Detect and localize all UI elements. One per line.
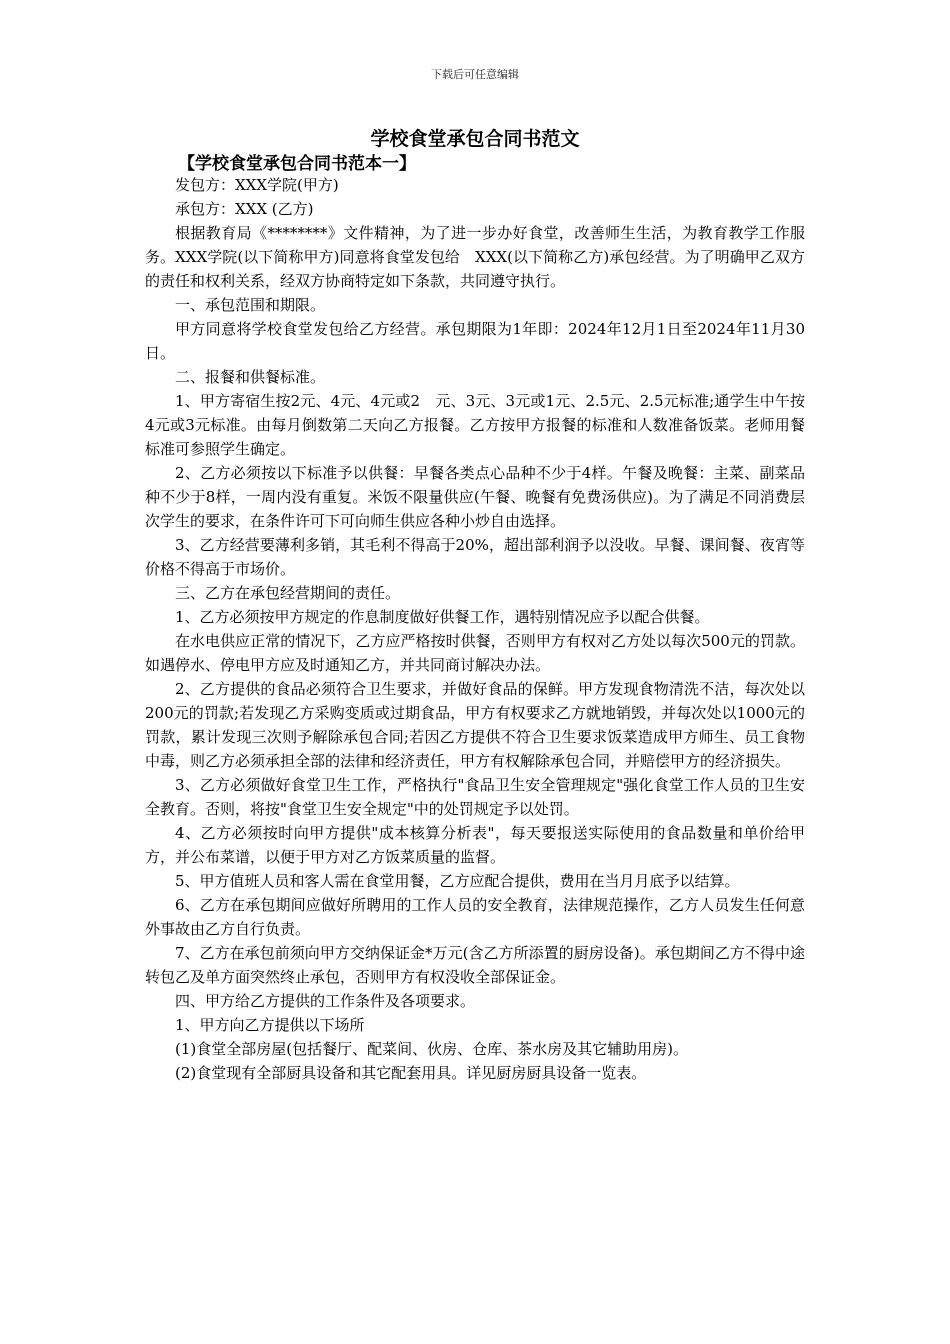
document-body bbox=[145, 173, 805, 1085]
page-header-note: 下载后可任意编辑 bbox=[431, 68, 519, 81]
body-paragraph: 7、乙方在承包前须向甲方交纳保证金*万元(含乙方所添置的厨房设备)。承包期间乙方不得中途转包乙及单方面突然终止承包，否则甲方有权没收全部保证金。 bbox=[145, 944, 805, 986]
body-paragraph: 6、乙方在承包期间应做好所聘用的工作人员的安全教育，法律规范操作，乙方人员发生任何意外事故由乙方自行负责。 bbox=[145, 896, 805, 938]
body-paragraph: 5、甲方值班人员和客人需在食堂用餐，乙方应配合提供，费用在当月月底予以结算。 bbox=[175, 872, 740, 890]
body-paragraph: 四、甲方给乙方提供的工作条件及各项要求。 bbox=[175, 992, 476, 1010]
section-title: 【学校食堂承包合同书范本一】 bbox=[178, 154, 416, 174]
body-paragraph: 三、乙方在承包经营期间的责任。 bbox=[175, 584, 401, 602]
body-paragraph: 2、乙方必须按以下标准予以供餐：早餐各类点心品种不少于4样。午餐及晚餐：主菜、副菜品种不少于8样，一周内没有重复。米饭不限量供应(午餐、晚餐有免费汤供应)。为了满足不同消费层次学生的要求，在条件许可下可向师生供应各种小炒自由选择。 bbox=[145, 464, 805, 530]
body-paragraph: 根据教育局《********》文件精神，为了进一步办好食堂，改善师生生活，为教育教学工作服务。XXX学院(以下简称甲方)同意将食堂发包给 XXX(以下简称乙方)承包经营。为了明确甲乙双方的责任和权利关系，经双方协商特定如下条款，共同遵守执行。 bbox=[145, 224, 805, 290]
body-paragraph: 一、承包范围和期限。 bbox=[175, 296, 326, 314]
body-paragraph: 甲方同意将学校食堂发包给乙方经营。承包期限为1年即：2024年12月1日至2024年11月30日。 bbox=[145, 320, 805, 362]
body-paragraph: (2)食堂现有全部厨具设备和其它配套用具。详见厨房厨具设备一览表。 bbox=[175, 1064, 647, 1082]
body-paragraph: 1、甲方向乙方提供以下场所 bbox=[175, 1016, 365, 1034]
body-paragraph: (1)食堂全部房屋(包括餐厅、配菜间、伙房、仓库、茶水房及其它辅助用房)。 bbox=[175, 1040, 688, 1058]
body-paragraph: 3、乙方必须做好食堂卫生工作，严格执行"食品卫生安全管理规定"强化食堂工作人员的卫生安全教育。否则，将按"食堂卫生安全规定"中的处罚规定予以处罚。 bbox=[145, 776, 805, 818]
body-paragraph: 3、乙方经营要薄利多销，其毛利不得高于20%，超出部利润予以没收。早餐、课间餐、夜宵等价格不得高于市场价。 bbox=[145, 536, 805, 578]
body-paragraph: 二、报餐和供餐标准。 bbox=[175, 368, 326, 386]
body-paragraph: 1、乙方必须按甲方规定的作息制度做好供餐工作，遇特别情况应予以配合供餐。 bbox=[175, 608, 710, 626]
body-paragraph: 在水电供应正常的情况下，乙方应严格按时供餐，否则甲方有权对乙方处以每次500元的罚款。如遇停水、停电甲方应及时通知乙方，并共同商讨解决办法。 bbox=[145, 632, 805, 674]
body-paragraph: 发包方：XXX学院(甲方) bbox=[175, 176, 339, 194]
body-paragraph: 承包方：XXX (乙方) bbox=[175, 200, 314, 218]
body-paragraph: 4、乙方必须按时向甲方提供"成本核算分析表"，每天要报送实际使用的食品数量和单价给甲方，并公布菜谱，以便于甲方对乙方饭菜质量的监督。 bbox=[145, 824, 805, 866]
body-paragraph: 1、甲方寄宿生按2元、4元、4元或2 元、3元、3元或1元、2.5元、2.5元标准;通学生中午按4元或3元标准。由每月倒数第二天向乙方报餐。乙方按甲方报餐的标准和人数准备饭菜。老师用餐标准可参照学生确定。 bbox=[145, 392, 805, 458]
document-title: 学校食堂承包合同书范文 bbox=[370, 128, 580, 150]
body-paragraph: 2、乙方提供的食品必须符合卫生要求，并做好食品的保鲜。甲方发现食物清洗不洁，每次处以200元的罚款;若发现乙方采购变质或过期食品，甲方有权要求乙方就地销毁，并每次处以1000元的罚款，累计发现三次则予解除承包合同;若因乙方提供不符合卫生要求饭菜造成甲方师生、员工食物中毒，则乙方必须承担全部的法律和经济责任，甲方有权解除承包合同，并赔偿甲方的经济损失。 bbox=[145, 680, 805, 770]
